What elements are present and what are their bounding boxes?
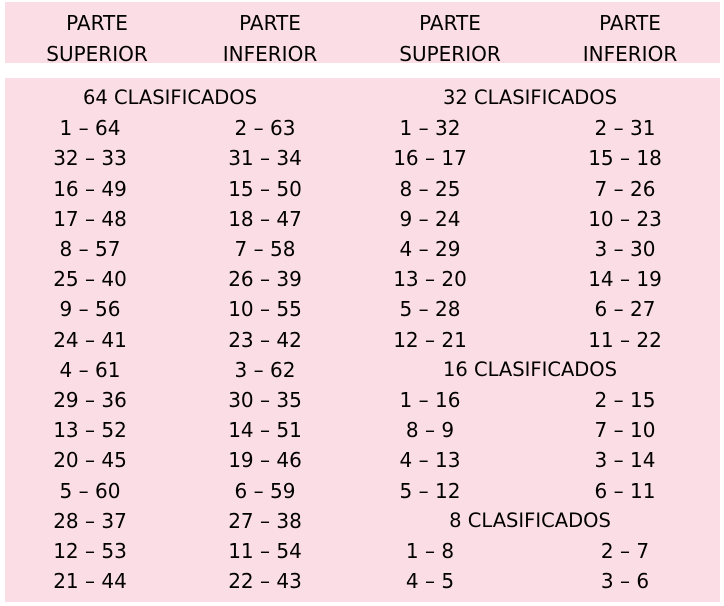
pair-inferior: 7 – 26 <box>594 176 656 201</box>
pair-inferior: 14 – 19 <box>588 267 662 292</box>
pair-superior: 32 – 33 <box>53 146 127 171</box>
header-col-3 <box>360 8 540 70</box>
pair-inferior: 15 – 18 <box>588 146 662 171</box>
pair-superior: 20 – 45 <box>53 448 127 473</box>
pair-inferior: 6 – 59 <box>234 478 296 503</box>
pair-inferior: 3 – 30 <box>594 237 656 261</box>
pair-inferior: 22 – 43 <box>228 569 302 594</box>
pair-superior: 1 – 64 <box>59 116 121 141</box>
pair-superior: 12 – 53 <box>53 539 127 563</box>
pair-inferior: 3 – 14 <box>594 448 656 473</box>
pair-inferior: 3 – 6 <box>600 569 650 594</box>
pair-superior: 13 – 52 <box>53 418 127 443</box>
pair-inferior: 3 – 62 <box>234 357 296 382</box>
header-col-4-line1: PARTE <box>599 11 661 35</box>
pair-inferior: 7 – 58 <box>234 237 296 261</box>
pair-superior: 17 – 48 <box>53 206 127 231</box>
pair-superior: 8 – 25 <box>399 176 461 201</box>
pair-superior: 13 – 20 <box>393 267 467 292</box>
pair-superior: 8 – 57 <box>59 237 121 261</box>
header-col-2 <box>180 8 360 70</box>
header-col-4 <box>540 8 720 70</box>
pair-inferior: 6 – 11 <box>594 478 656 503</box>
pair-inferior: 23 – 42 <box>228 327 302 352</box>
pair-inferior: 27 – 38 <box>228 508 302 533</box>
pair-superior: 16 – 17 <box>393 146 467 171</box>
header-col-3-line2: SUPERIOR <box>399 42 501 66</box>
pair-superior: 9 – 56 <box>59 297 121 322</box>
section-title-right-1: 16 CLASIFICADOS <box>442 357 618 381</box>
pair-inferior: 7 – 10 <box>594 418 656 443</box>
pair-superior: 4 – 29 <box>399 237 461 261</box>
pair-inferior: 10 – 55 <box>228 297 302 322</box>
pair-superior: 21 – 44 <box>53 569 127 594</box>
pair-superior: 12 – 21 <box>393 327 467 352</box>
header-col-1 <box>7 8 187 70</box>
pair-superior: 5 – 12 <box>399 478 461 503</box>
header-col-3-line1: PARTE <box>419 11 481 35</box>
section-title-right-0: 32 CLASIFICADOS <box>442 86 618 109</box>
pair-superior: 1 – 8 <box>405 539 455 563</box>
pair-inferior: 19 – 46 <box>228 448 302 473</box>
pair-inferior: 11 – 54 <box>228 539 302 563</box>
header-col-2-line1: PARTE <box>239 11 301 35</box>
section-title-right-2: 8 CLASIFICADOS <box>449 508 611 532</box>
pair-inferior: 6 – 27 <box>594 297 656 322</box>
pair-superior: 1 – 32 <box>399 116 461 141</box>
pair-inferior: 14 – 51 <box>228 418 302 443</box>
pair-superior: 8 – 9 <box>405 418 455 443</box>
pair-superior: 4 – 5 <box>405 569 455 594</box>
pair-superior: 29 – 36 <box>53 388 127 412</box>
pair-superior: 4 – 13 <box>399 448 461 473</box>
header-band <box>5 2 720 66</box>
pair-inferior: 26 – 39 <box>228 267 302 292</box>
pair-inferior: 10 – 23 <box>588 206 662 231</box>
pair-superior: 4 – 61 <box>59 357 121 382</box>
pair-inferior: 2 – 7 <box>600 539 650 563</box>
section-title-64: 64 CLASIFICADOS <box>82 86 258 109</box>
brackets-panel <box>5 78 720 602</box>
header-col-1-line2: SUPERIOR <box>46 42 148 66</box>
pair-inferior: 30 – 35 <box>228 388 302 412</box>
pair-superior: 25 – 40 <box>53 267 127 292</box>
header-col-4-line2: INFERIOR <box>582 42 678 66</box>
pair-inferior: 2 – 31 <box>594 116 656 141</box>
pair-superior: 5 – 28 <box>399 297 461 322</box>
pair-inferior: 2 – 15 <box>594 388 656 412</box>
pair-superior: 28 – 37 <box>53 508 127 533</box>
pair-inferior: 2 – 63 <box>234 116 296 141</box>
pair-superior: 9 – 24 <box>399 206 461 231</box>
pair-superior: 1 – 16 <box>399 388 461 412</box>
pair-inferior: 18 – 47 <box>228 206 302 231</box>
header-col-1-line1: PARTE <box>66 11 128 35</box>
pair-superior: 24 – 41 <box>53 327 127 352</box>
pair-superior: 16 – 49 <box>53 176 127 201</box>
pair-inferior: 15 – 50 <box>228 176 302 201</box>
pair-inferior: 31 – 34 <box>228 146 302 171</box>
header-col-2-line2: INFERIOR <box>222 42 318 66</box>
pair-superior: 5 – 60 <box>59 478 121 503</box>
pair-inferior: 11 – 22 <box>588 327 662 352</box>
